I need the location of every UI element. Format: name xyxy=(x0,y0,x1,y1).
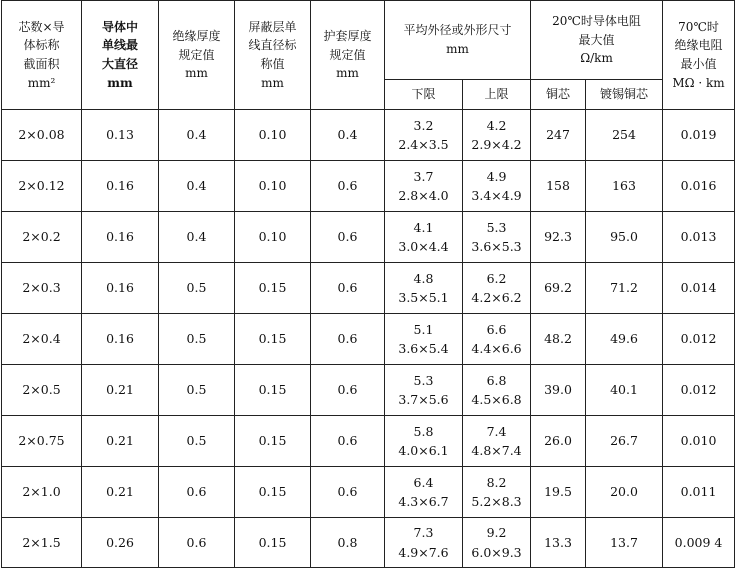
cell-core: 2×0.5 xyxy=(2,365,82,416)
cell-diameter: 0.21 xyxy=(82,467,159,518)
cell-diameter: 0.16 xyxy=(82,314,159,365)
cell-insulation-resistance: 0.013 xyxy=(663,212,735,263)
table-row xyxy=(2,161,735,212)
cell-insulation: 0.5 xyxy=(159,416,235,467)
cell-diameter: 0.26 xyxy=(82,518,159,568)
cell-outer-upper: 9.2 6.0×9.3 xyxy=(463,518,531,568)
header-outer-upper: 上限 xyxy=(463,80,531,110)
cell-insulation: 0.5 xyxy=(159,365,235,416)
cell-outer-lower: 3.2 2.4×3.5 xyxy=(385,110,463,161)
cell-tinned: 49.6 xyxy=(586,314,663,365)
cell-insulation: 0.4 xyxy=(159,161,235,212)
cell-shield: 0.15 xyxy=(235,467,311,518)
cell-outer-lower: 6.4 4.3×6.7 xyxy=(385,467,463,518)
cell-core: 2×0.08 xyxy=(2,110,82,161)
header-insulation-resistance: 70℃时 绝缘电阻 最小值 MΩ · km xyxy=(663,1,735,110)
cell-outer-upper: 8.2 5.2×8.3 xyxy=(463,467,531,518)
cell-shield: 0.15 xyxy=(235,263,311,314)
cell-insulation: 0.6 xyxy=(159,467,235,518)
cell-copper: 26.0 xyxy=(531,416,586,467)
cell-outer-lower: 3.7 2.8×4.0 xyxy=(385,161,463,212)
cell-shield: 0.10 xyxy=(235,110,311,161)
cell-copper: 92.3 xyxy=(531,212,586,263)
cell-outer-lower: 5.3 3.7×5.6 xyxy=(385,365,463,416)
cell-sheath: 0.6 xyxy=(311,314,385,365)
cell-core: 2×1.5 xyxy=(2,518,82,568)
header-outer-lower: 下限 xyxy=(385,80,463,110)
cell-copper: 39.0 xyxy=(531,365,586,416)
cell-shield: 0.10 xyxy=(235,161,311,212)
cell-insulation-resistance: 0.016 xyxy=(663,161,735,212)
cell-sheath: 0.6 xyxy=(311,416,385,467)
table-row xyxy=(2,110,735,161)
cell-copper: 48.2 xyxy=(531,314,586,365)
table-row xyxy=(2,365,735,416)
cell-core: 2×0.4 xyxy=(2,314,82,365)
header-conductor-diameter: 导体中 单线最 大直径 mm xyxy=(82,1,159,110)
cell-outer-lower: 5.8 4.0×6.1 xyxy=(385,416,463,467)
cell-insulation-resistance: 0.011 xyxy=(663,467,735,518)
cell-tinned: 13.7 xyxy=(586,518,663,568)
cell-diameter: 0.21 xyxy=(82,416,159,467)
cell-insulation: 0.4 xyxy=(159,110,235,161)
cell-core: 2×0.75 xyxy=(2,416,82,467)
header-conductor-resistance: 20℃时导体电阻 最大值 Ω/km xyxy=(531,1,663,80)
cell-copper: 158 xyxy=(531,161,586,212)
header-sheath-thickness: 护套厚度 规定值 mm xyxy=(311,1,385,110)
table-row xyxy=(2,416,735,467)
table-row xyxy=(2,263,735,314)
cell-diameter: 0.16 xyxy=(82,212,159,263)
cell-copper: 19.5 xyxy=(531,467,586,518)
cell-tinned: 20.0 xyxy=(586,467,663,518)
cell-outer-upper: 7.4 4.8×7.4 xyxy=(463,416,531,467)
table-row xyxy=(2,467,735,518)
cell-outer-lower: 4.8 3.5×5.1 xyxy=(385,263,463,314)
cell-sheath: 0.6 xyxy=(311,212,385,263)
cell-shield: 0.15 xyxy=(235,518,311,568)
cell-shield: 0.10 xyxy=(235,212,311,263)
cell-sheath: 0.6 xyxy=(311,365,385,416)
cable-spec-table xyxy=(1,0,735,568)
cell-sheath: 0.4 xyxy=(311,110,385,161)
cell-insulation-resistance: 0.010 xyxy=(663,416,735,467)
cell-insulation: 0.5 xyxy=(159,314,235,365)
cell-diameter: 0.16 xyxy=(82,263,159,314)
cell-outer-upper: 4.9 3.4×4.9 xyxy=(463,161,531,212)
cell-insulation-resistance: 0.014 xyxy=(663,263,735,314)
cell-shield: 0.15 xyxy=(235,365,311,416)
cell-core: 2×1.0 xyxy=(2,467,82,518)
cell-outer-upper: 6.2 4.2×6.2 xyxy=(463,263,531,314)
cell-outer-upper: 6.8 4.5×6.8 xyxy=(463,365,531,416)
cell-insulation-resistance: 0.019 xyxy=(663,110,735,161)
header-tinned-copper: 镀锡铜芯 xyxy=(586,80,663,110)
cell-tinned: 26.7 xyxy=(586,416,663,467)
cell-shield: 0.15 xyxy=(235,416,311,467)
header-outer-dimension: 平均外径或外形尺寸 mm xyxy=(385,1,531,80)
cell-outer-lower: 5.1 3.6×5.4 xyxy=(385,314,463,365)
header-core-area: 芯数×导 体标称 截面积 mm² xyxy=(2,1,82,110)
cell-tinned: 40.1 xyxy=(586,365,663,416)
table-row xyxy=(2,212,735,263)
cell-core: 2×0.2 xyxy=(2,212,82,263)
cell-insulation-resistance: 0.012 xyxy=(663,314,735,365)
cell-diameter: 0.13 xyxy=(82,110,159,161)
cell-outer-upper: 4.2 2.9×4.2 xyxy=(463,110,531,161)
cell-insulation: 0.6 xyxy=(159,518,235,568)
cell-insulation-resistance: 0.009 4 xyxy=(663,518,735,568)
cell-core: 2×0.3 xyxy=(2,263,82,314)
cell-copper: 69.2 xyxy=(531,263,586,314)
cell-sheath: 0.6 xyxy=(311,467,385,518)
header-shield-diameter: 屏蔽层单 线直径标 称值 mm xyxy=(235,1,311,110)
cell-copper: 247 xyxy=(531,110,586,161)
cell-copper: 13.3 xyxy=(531,518,586,568)
header-copper: 铜芯 xyxy=(531,80,586,110)
cell-core: 2×0.12 xyxy=(2,161,82,212)
cell-tinned: 254 xyxy=(586,110,663,161)
cell-sheath: 0.6 xyxy=(311,263,385,314)
cell-insulation: 0.4 xyxy=(159,212,235,263)
cell-insulation: 0.5 xyxy=(159,263,235,314)
cell-outer-lower: 7.3 4.9×7.6 xyxy=(385,518,463,568)
cell-diameter: 0.16 xyxy=(82,161,159,212)
cell-outer-lower: 4.1 3.0×4.4 xyxy=(385,212,463,263)
cell-sheath: 0.8 xyxy=(311,518,385,568)
cell-sheath: 0.6 xyxy=(311,161,385,212)
table-row xyxy=(2,518,735,568)
header-insulation-thickness: 绝缘厚度 规定值 mm xyxy=(159,1,235,110)
cell-outer-upper: 6.6 4.4×6.6 xyxy=(463,314,531,365)
cell-diameter: 0.21 xyxy=(82,365,159,416)
cell-insulation-resistance: 0.012 xyxy=(663,365,735,416)
cell-tinned: 71.2 xyxy=(586,263,663,314)
table-row xyxy=(2,314,735,365)
cell-tinned: 95.0 xyxy=(586,212,663,263)
cell-shield: 0.15 xyxy=(235,314,311,365)
cell-tinned: 163 xyxy=(586,161,663,212)
cell-outer-upper: 5.3 3.6×5.3 xyxy=(463,212,531,263)
